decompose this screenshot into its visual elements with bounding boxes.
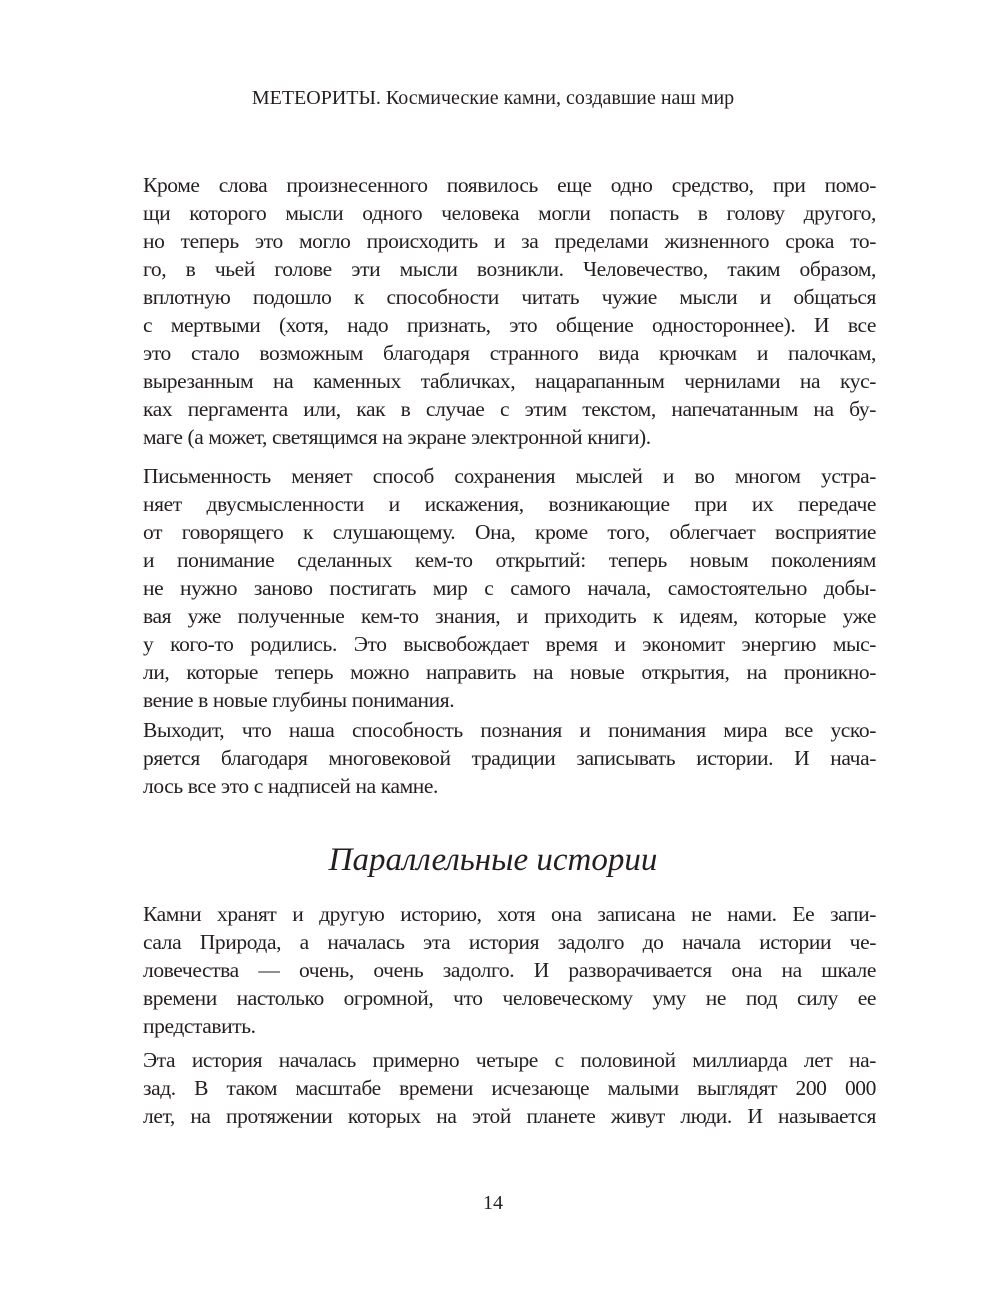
text-line: это стало возможным благодаря странного вида крючкам и палочкам, [143, 341, 876, 365]
text-line: ках пергамента или, как в случае с этим текстом, напечатанным на бу- [143, 397, 876, 421]
section-heading: Параллельные истории [328, 842, 658, 878]
text-line: но теперь это могло происходить и за пределами жизненного срока то- [143, 229, 876, 253]
text-line: ли, которые теперь можно направить на новые открытия, на проникно- [143, 660, 876, 684]
text-line: Письменность меняет способ сохранения мыслей и во многом устра- [143, 464, 876, 488]
text-line: маге (а может, светящимся на экране электронной книги). [143, 425, 651, 449]
page-number: 14 [483, 1192, 503, 1214]
text-line: представить. [143, 1014, 256, 1038]
text-line: с мертвыми (хотя, надо признать, это общение одностороннее). И все [143, 313, 876, 337]
text-line: зад. В таком масштабе времени исчезающе малыми выглядят 200 000 [143, 1076, 876, 1100]
text-line: у кого-то родились. Это высвобождает время и экономит энергию мыс- [143, 632, 876, 656]
text-line: от говорящего к слушающему. Она, кроме того, облегчает восприятие [143, 520, 876, 544]
paragraph [143, 900, 876, 1040]
text-line: лось все это с надписей на камне. [143, 774, 439, 798]
text-line: вая уже полученные кем-то знания, и приходить к идеям, которые уже [143, 604, 876, 628]
paragraph [143, 1046, 876, 1130]
text-line: вырезанным на каменных табличках, нацарапанным чернилами на кус- [143, 369, 876, 393]
text-line: няет двусмысленности и искажения, возникающие при их передаче [143, 492, 876, 516]
text-line: не нужно заново постигать мир с самого начала, самостоятельно добы- [143, 576, 876, 600]
paragraph [143, 171, 876, 451]
text-line: вплотную подошло к способности читать чужие мысли и общаться [143, 285, 876, 309]
text-line: Выходит, что наша способность познания и понимания мира все уско- [143, 718, 876, 742]
text-line: щи которого мысли одного человека могли попасть в голову другого, [143, 201, 876, 225]
text-line: ловечества — очень, очень задолго. И разворачивается она на шкале [143, 958, 876, 982]
text-line: го, в чьей голове эти мысли возникли. Человечество, таким образом, [143, 257, 876, 281]
paragraph [143, 716, 876, 800]
text-line: Камни хранят и другую историю, хотя она записана не нами. Ее запи- [143, 902, 876, 926]
text-line: времени настолько огромной, что человеческому уму не под силу ее [143, 986, 876, 1010]
text-line: сала Природа, а началась эта история задолго до начала истории че- [143, 930, 876, 954]
text-line: Эта история началась примерно четыре с половиной миллиарда лет на- [143, 1048, 876, 1072]
text-line: Кроме слова произнесенного появилось еще одно средство, при помо- [143, 173, 876, 197]
text-line: ряется благодаря многовековой традиции записывать истории. И нача- [143, 746, 876, 770]
paragraph [143, 462, 876, 714]
text-line: лет, на протяжении которых на этой планете живут люди. И называется [143, 1104, 876, 1128]
text-line: и понимание сделанных кем-то открытий: теперь новым поколениям [143, 548, 876, 572]
text-line: вение в новые глубины понимания. [143, 688, 455, 712]
running-header: МЕТЕОРИТЫ. Космические камни, создавшие наш мир [251, 87, 735, 109]
